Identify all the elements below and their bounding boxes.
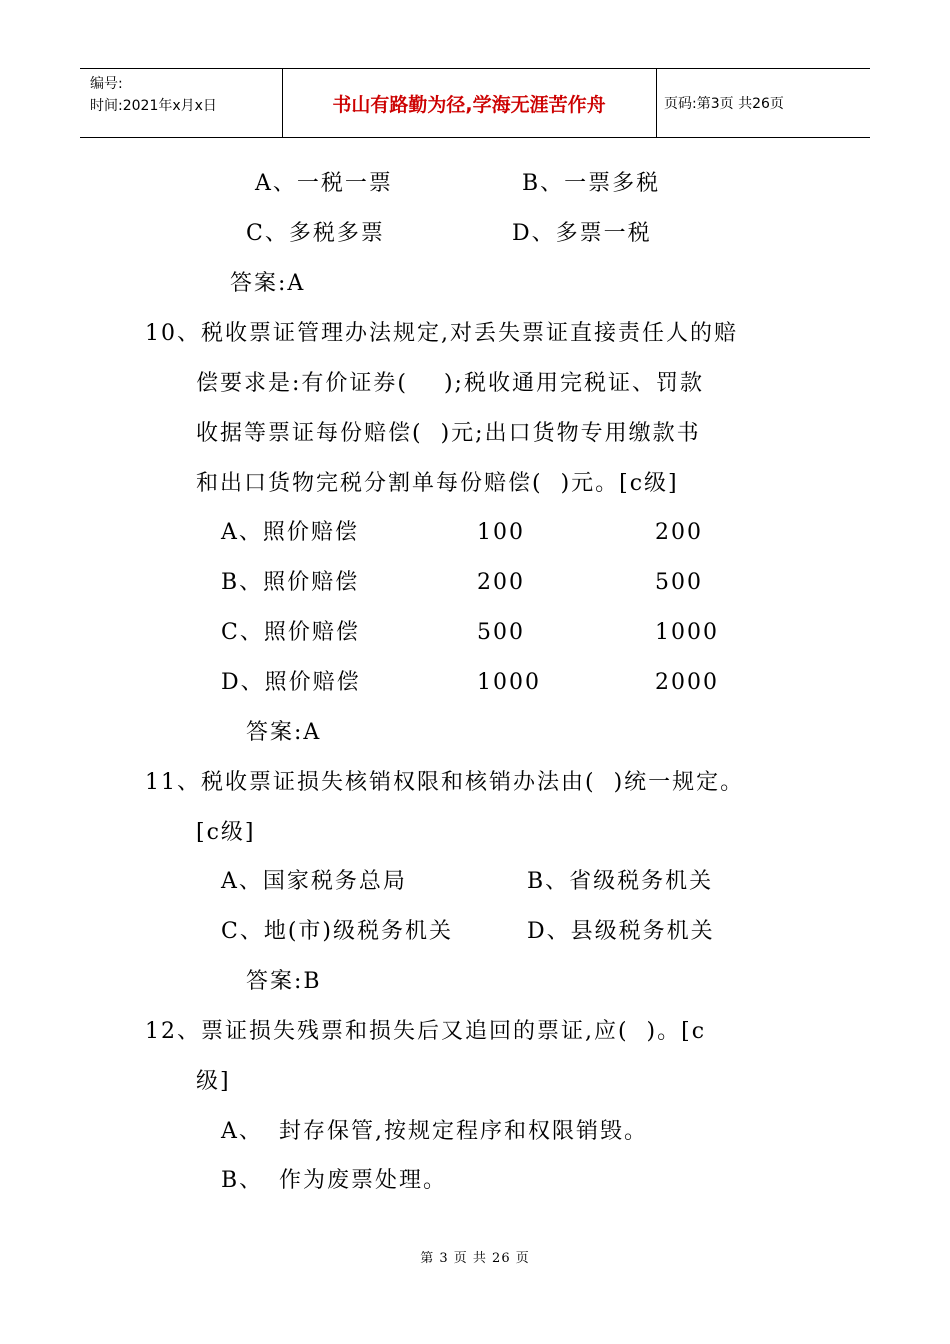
q12-line-1: 12、票证损失残票和损失后又追回的票证,应( )。[c	[145, 1019, 707, 1044]
q10-option-a-value-1: 100	[477, 520, 525, 545]
q9-option-d: D、多票一税	[512, 221, 652, 246]
document-header	[80, 68, 870, 138]
header-meta	[90, 73, 217, 117]
q11-option-c: C、地(市)级税务机关	[221, 919, 453, 944]
q11-option-b: B、省级税务机关	[527, 869, 714, 894]
q10-option-d-value-2: 2000	[655, 670, 719, 695]
q10-option-c-value-1: 500	[477, 620, 525, 645]
q10-option-d: D、照价赔偿	[221, 670, 361, 695]
q11-line-2: [c级]	[196, 820, 256, 845]
q9-answer: 答案:A	[230, 271, 306, 296]
q9-option-b: B、一票多税	[522, 171, 661, 196]
q10-answer: 答案:A	[246, 720, 322, 745]
page-footer: 第 3 页 共 26 页	[420, 1251, 530, 1266]
q11-option-d: D、县级税务机关	[527, 919, 715, 944]
q10-option-a-value-2: 200	[655, 520, 703, 545]
q11-option-a: A、国家税务总局	[221, 869, 407, 894]
q12-line-2: 级]	[196, 1069, 231, 1094]
q10-line-1: 10、税收票证管理办法规定,对丢失票证直接责任人的赔	[145, 321, 738, 346]
q12-option-b-text: 作为废票处理。	[279, 1168, 448, 1193]
header-page-label: 页码:第3页 共26页	[664, 96, 784, 112]
q9-option-a: A、一税一票	[255, 171, 393, 196]
header-motto: 书山有路勤为径,学海无涯苦作舟	[332, 93, 606, 116]
q10-option-a: A、照价赔偿	[221, 520, 359, 545]
q11-line-1: 11、税收票证损失核销权限和核销办法由( )统一规定。	[145, 770, 745, 795]
q10-line-3: 收据等票证每份赔偿( )元;出口货物专用缴款书	[196, 421, 701, 446]
q10-option-b-value-1: 200	[477, 570, 525, 595]
q10-option-b: B、照价赔偿	[221, 570, 360, 595]
header-divider	[656, 69, 657, 137]
q11-answer: 答案:B	[246, 969, 322, 994]
q10-line-4: 和出口货物完税分割单每份赔偿( )元。[c级]	[196, 471, 679, 496]
q12-option-a-text: 封存保管,按规定程序和权限销毁。	[279, 1119, 648, 1144]
q10-option-d-value-1: 1000	[477, 670, 541, 695]
q9-option-c: C、多税多票	[246, 221, 385, 246]
code-label: 编号:	[90, 76, 123, 92]
time-label: 时间:2021年x月x日	[90, 98, 217, 114]
q10-option-c-value-2: 1000	[655, 620, 719, 645]
q10-line-2: 偿要求是:有价证券( );税收通用完税证、罚款	[196, 371, 704, 396]
q10-option-b-value-2: 500	[655, 570, 703, 595]
q12-option-a-label: A、	[221, 1119, 263, 1144]
q12-option-b-label: B、	[221, 1168, 264, 1193]
q10-option-c: C、照价赔偿	[221, 620, 360, 645]
